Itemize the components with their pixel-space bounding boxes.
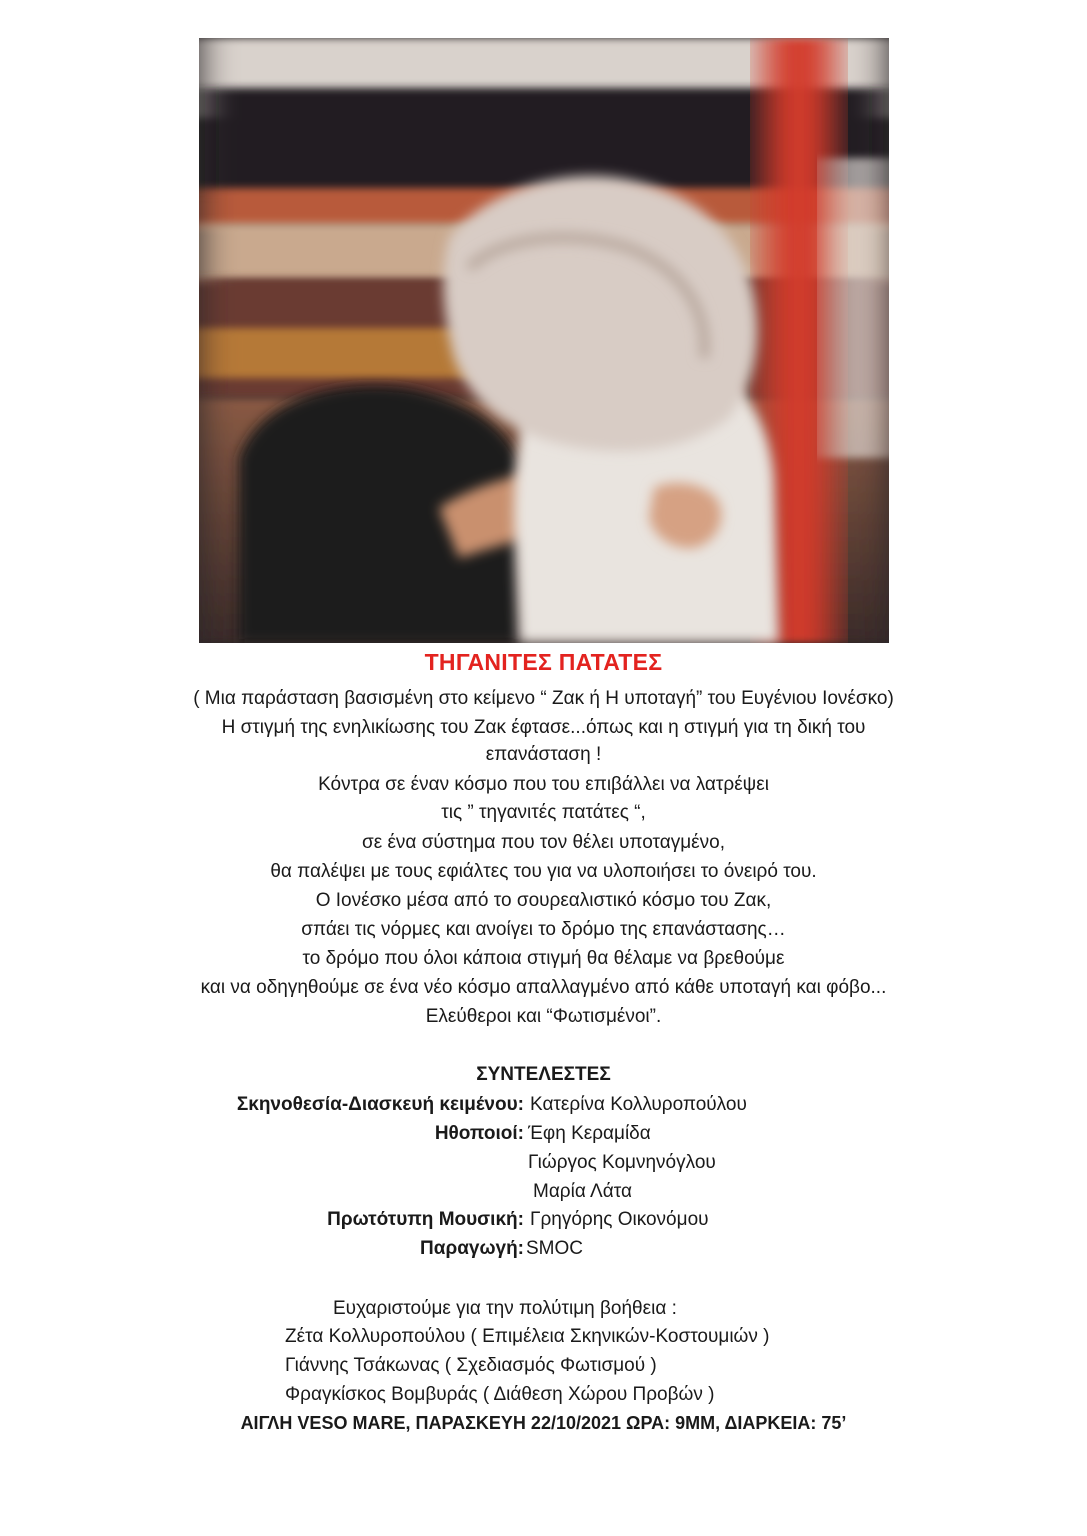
credit-row	[0, 1238, 1087, 1262]
credit-row	[0, 1094, 1087, 1118]
credit-name: Μαρία Λάτα	[533, 1181, 632, 1202]
description-line: και να οδηγηθούμε σε ένα νέο κόσμο απαλλαγμένο από κάθε υποταγή και φόβο...	[200, 977, 887, 998]
credit-name: Γιώργος Κομνηνόγλου	[528, 1152, 716, 1173]
description-line: σπάει τις νόρμες και ανοίγει το δρόμο της επανάστασης…	[301, 919, 786, 940]
credit-name: Γρηγόρης Οικονόμου	[530, 1209, 709, 1230]
credit-role: Πρωτότυπη Μουσική:	[327, 1209, 524, 1230]
thanks-item: Φραγκίσκος Βομβυράς ( Διάθεση Χώρου Προβών )	[285, 1384, 715, 1405]
event-footer: ΑΙΓΛΗ VESO MARE, ΠΑΡΑΣΚΕΥΗ 22/10/2021 ΩΡΑ: 9ΜΜ, ΔΙΑΡΚΕΙΑ: 75’	[240, 1413, 847, 1433]
credit-name: Κατερίνα Κολλυροπούλου	[530, 1094, 747, 1115]
credits-heading: ΣΥΝΤΕΛΕΣΤΕΣ	[476, 1064, 611, 1085]
credit-row	[0, 1209, 1087, 1233]
credit-row	[0, 1123, 1087, 1147]
poster-photo	[199, 38, 889, 643]
description-line: Ελεύθεροι και “Φωτισμένοι”.	[425, 1006, 662, 1027]
description-line: Κόντρα σε έναν κόσμο που του επιβάλλει να λατρέψει	[318, 774, 769, 795]
description-line: θα παλέψει με τους εφιάλτες του για να υλοποιήσει το όνειρό του.	[270, 861, 817, 882]
description-line: ( Μια παράσταση βασισμένη στο κείμενο “ Ζακ ή Η υποταγή” του Ευγένιου Ιονέσκο)	[193, 688, 894, 709]
credit-name: Έφη Κεραμίδα	[528, 1123, 651, 1144]
credit-role: Παραγωγή:	[420, 1238, 524, 1259]
description-line: επανάσταση !	[485, 744, 602, 765]
thanks-intro: Ευχαριστούμε για την πολύτιμη βοήθεια :	[333, 1298, 677, 1319]
credit-role: Σκηνοθεσία-Διασκευή κειμένου:	[236, 1094, 524, 1115]
credit-row	[0, 1181, 1087, 1205]
description-line: Η στιγμή της ενηλικίωσης του Ζακ έφτασε...όπως και η στιγμή για τη δική του	[221, 717, 866, 738]
description-line: Ο Ιονέσκο μέσα από το σουρεαλιστικό κόσμο του Ζακ,	[315, 890, 772, 911]
description-line: σε ένα σύστημα που τον θέλει υποταγμένο,	[361, 832, 725, 853]
poster-photo-illustration	[199, 38, 889, 643]
thanks-item: Γιάννης Τσάκωνας ( Σχεδιασμός Φωτισμού )	[285, 1355, 657, 1376]
description-line: τις ” τηγανιτές πατάτες “,	[441, 802, 646, 823]
credit-name: SMOC	[526, 1238, 583, 1259]
credit-role: Ηθοποιοί:	[434, 1123, 524, 1144]
poster-title: ΤΗΓΑΝΙΤΕΣ ΠΑΤΑΤΕΣ	[424, 649, 663, 675]
description-line: το δρόμο που όλοι κάποια στιγμή θα θέλαμε να βρεθούμε	[302, 948, 785, 969]
thanks-item: Ζέτα Κολλυροπούλου ( Επιμέλεια Σκηνικών-Κοστουμιών )	[285, 1326, 770, 1347]
credit-row	[0, 1152, 1087, 1176]
